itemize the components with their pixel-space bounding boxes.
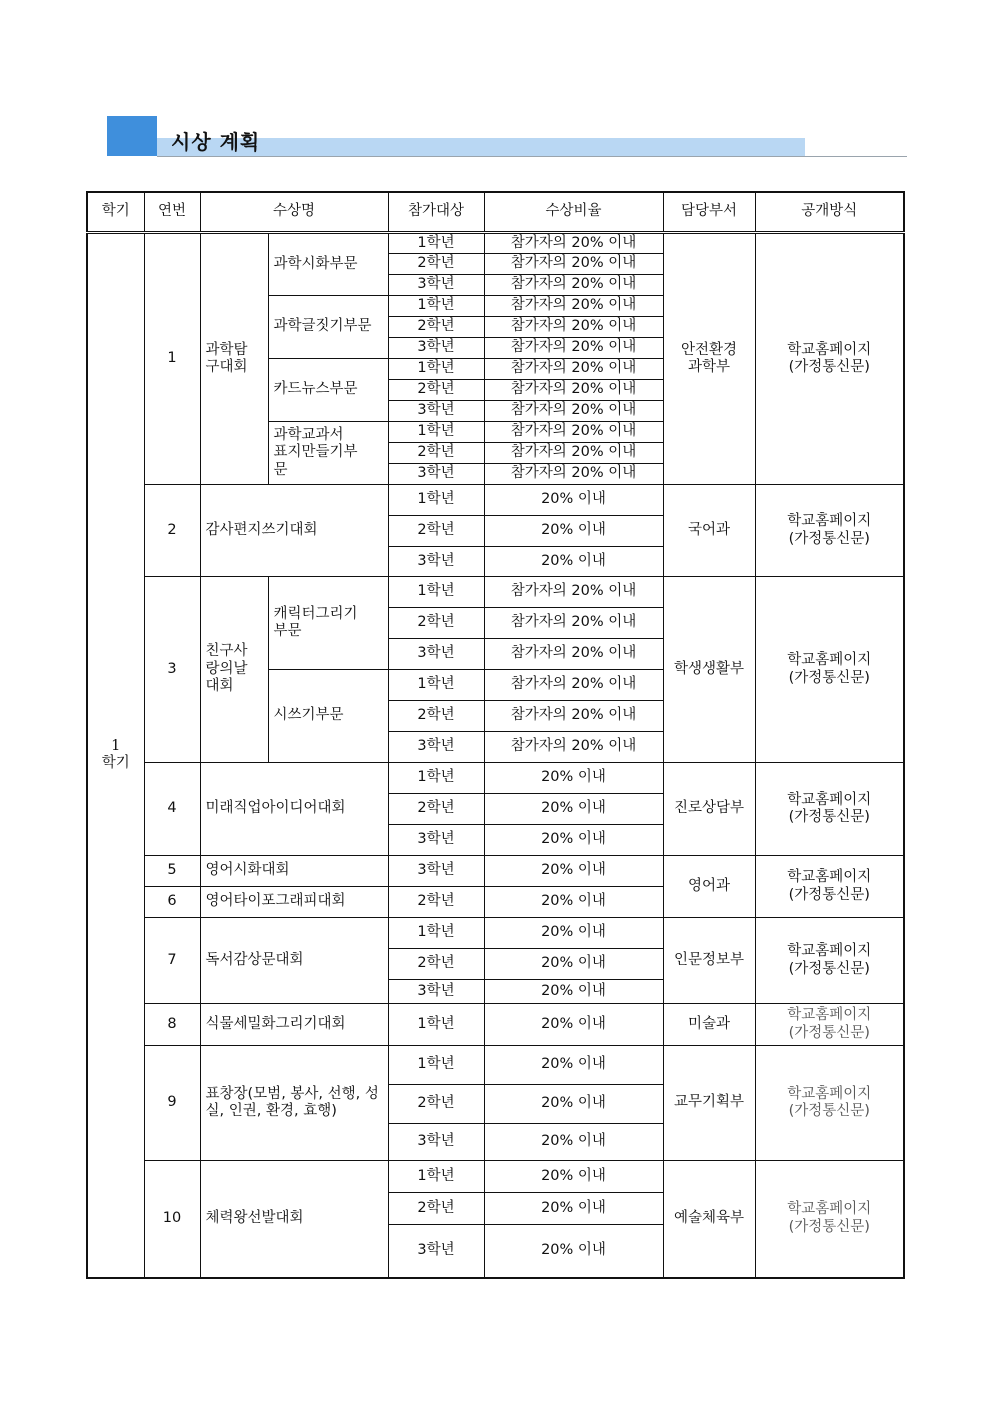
- target-grade: 3학년: [388, 547, 484, 577]
- header-department: 담당부서: [663, 192, 755, 233]
- publication-method: 학교홈페이지 (가정통신문): [755, 856, 904, 918]
- award-name: 체력왕선발대회: [200, 1161, 388, 1278]
- award-plan-table: [86, 191, 905, 1279]
- award-number: 10: [144, 1161, 200, 1278]
- publication-method: 학교홈페이지 (가정통신문): [755, 577, 904, 763]
- target-grade: 3학년: [388, 1225, 484, 1278]
- department: 진로상담부: [663, 763, 755, 856]
- target-grade: 1학년: [388, 918, 484, 949]
- department: 안전환경 과학부: [663, 233, 755, 485]
- award-ratio: 20% 이내: [484, 547, 663, 577]
- target-grade: 3학년: [388, 1124, 484, 1161]
- target-grade: 1학년: [388, 1004, 484, 1046]
- award-ratio: 20% 이내: [484, 516, 663, 547]
- target-grade: 3학년: [388, 732, 484, 763]
- target-grade: 2학년: [388, 443, 484, 464]
- award-ratio: 20% 이내: [484, 856, 663, 887]
- target-grade: 1학년: [388, 422, 484, 443]
- target-grade: 2학년: [388, 1193, 484, 1225]
- award-number: 1: [144, 233, 200, 485]
- target-grade: 3학년: [388, 639, 484, 670]
- publication-method: 학교홈페이지 (가정통신문): [755, 233, 904, 485]
- award-ratio: 참가자의 20% 이내: [484, 296, 663, 317]
- target-grade: 1학년: [388, 233, 484, 254]
- title-underline: [157, 156, 907, 157]
- publication-method: 학교홈페이지 (가정통신문): [755, 485, 904, 577]
- target-grade: 2학년: [388, 254, 484, 275]
- table-row: [87, 918, 904, 949]
- table-row: [87, 1161, 904, 1193]
- sub-award-name: 과학글짓기부문: [268, 296, 388, 359]
- award-ratio: 20% 이내: [484, 918, 663, 949]
- table-row: [87, 1004, 904, 1046]
- target-grade: 3학년: [388, 856, 484, 887]
- department: 국어과: [663, 485, 755, 577]
- department: 학생생활부: [663, 577, 755, 763]
- department: 교무기획부: [663, 1046, 755, 1161]
- section-title-block: [107, 116, 907, 158]
- target-grade: 1학년: [388, 577, 484, 608]
- award-ratio: 20% 이내: [484, 1085, 663, 1124]
- publication-method: 학교홈페이지 (가정통신문): [755, 1161, 904, 1278]
- award-ratio: 20% 이내: [484, 485, 663, 516]
- award-number: 7: [144, 918, 200, 1004]
- sub-award-name: 시쓰기부문: [268, 670, 388, 763]
- department: 인문정보부: [663, 918, 755, 1004]
- target-grade: 2학년: [388, 516, 484, 547]
- award-number: 8: [144, 1004, 200, 1046]
- award-ratio: 20% 이내: [484, 980, 663, 1004]
- award-ratio: 20% 이내: [484, 949, 663, 980]
- award-name: 미래직업아이디어대회: [200, 763, 388, 856]
- award-ratio: 20% 이내: [484, 794, 663, 825]
- award-ratio: 20% 이내: [484, 1124, 663, 1161]
- target-grade: 2학년: [388, 887, 484, 918]
- target-grade: 2학년: [388, 380, 484, 401]
- target-grade: 2학년: [388, 701, 484, 732]
- award-ratio: 20% 이내: [484, 1225, 663, 1278]
- publication-method: 학교홈페이지 (가정통신문): [755, 1004, 904, 1046]
- sub-award-name: 캐릭터그리기 부문: [268, 577, 388, 670]
- award-ratio: 20% 이내: [484, 1193, 663, 1225]
- award-name: 영어시화대회: [200, 856, 388, 887]
- header-publication: 공개방식: [755, 192, 904, 233]
- target-grade: 1학년: [388, 359, 484, 380]
- award-ratio: 20% 이내: [484, 763, 663, 794]
- award-ratio: 참가자의 20% 이내: [484, 464, 663, 485]
- target-grade: 1학년: [388, 763, 484, 794]
- publication-method: 학교홈페이지 (가정통신문): [755, 1046, 904, 1161]
- target-grade: 1학년: [388, 1046, 484, 1085]
- table-row: [87, 233, 904, 254]
- award-name: 감사편지쓰기대회: [200, 485, 388, 577]
- target-grade: 2학년: [388, 1085, 484, 1124]
- award-ratio: 참가자의 20% 이내: [484, 233, 663, 254]
- award-ratio: 20% 이내: [484, 1004, 663, 1046]
- award-name: 과학탐 구대회: [200, 233, 268, 485]
- award-number: 4: [144, 763, 200, 856]
- award-ratio: 참가자의 20% 이내: [484, 359, 663, 380]
- award-ratio: 참가자의 20% 이내: [484, 275, 663, 296]
- target-grade: 3학년: [388, 464, 484, 485]
- department: 영어과: [663, 856, 755, 918]
- award-ratio: 참가자의 20% 이내: [484, 338, 663, 359]
- sub-award-name: 과학교과서 표지만들기부 문: [268, 422, 388, 485]
- semester-cell: 1 학기: [87, 233, 144, 1278]
- award-number: 2: [144, 485, 200, 577]
- award-ratio: 참가자의 20% 이내: [484, 577, 663, 608]
- award-name: 친구사 랑의날 대회: [200, 577, 268, 763]
- sub-award-name: 카드뉴스부문: [268, 359, 388, 422]
- award-ratio: 참가자의 20% 이내: [484, 254, 663, 275]
- award-ratio: 20% 이내: [484, 1161, 663, 1193]
- award-ratio: 참가자의 20% 이내: [484, 732, 663, 763]
- target-grade: 2학년: [388, 608, 484, 639]
- title-accent-square: [107, 116, 157, 156]
- award-name: 독서감상문대회: [200, 918, 388, 1004]
- sub-award-name: 과학시화부문: [268, 233, 388, 296]
- award-number: 5: [144, 856, 200, 887]
- target-grade: 3학년: [388, 401, 484, 422]
- award-ratio: 20% 이내: [484, 825, 663, 856]
- award-name: 식물세밀화그리기대회: [200, 1004, 388, 1046]
- award-name: 표창장(모범, 봉사, 선행, 성실, 인권, 환경, 효행): [200, 1046, 388, 1161]
- award-ratio: 참가자의 20% 이내: [484, 701, 663, 732]
- award-ratio: 참가자의 20% 이내: [484, 401, 663, 422]
- target-grade: 3학년: [388, 980, 484, 1004]
- table-row: [87, 1046, 904, 1085]
- award-number: 9: [144, 1046, 200, 1161]
- award-ratio: 참가자의 20% 이내: [484, 608, 663, 639]
- publication-method: 학교홈페이지 (가정통신문): [755, 763, 904, 856]
- award-ratio: 참가자의 20% 이내: [484, 639, 663, 670]
- target-grade: 2학년: [388, 794, 484, 825]
- table-row: [87, 856, 904, 887]
- target-grade: 1학년: [388, 296, 484, 317]
- table-row: [87, 577, 904, 608]
- header-semester: 학기: [87, 192, 144, 233]
- target-grade: 1학년: [388, 1161, 484, 1193]
- department: 미술과: [663, 1004, 755, 1046]
- section-title: 시상 계획: [171, 130, 261, 154]
- department: 예술체육부: [663, 1161, 755, 1278]
- publication-method: 학교홈페이지 (가정통신문): [755, 918, 904, 1004]
- table-row: [87, 485, 904, 516]
- header-target: 참가대상: [388, 192, 484, 233]
- award-number: 3: [144, 577, 200, 763]
- award-ratio: 참가자의 20% 이내: [484, 670, 663, 701]
- award-ratio: 참가자의 20% 이내: [484, 317, 663, 338]
- award-ratio: 참가자의 20% 이내: [484, 380, 663, 401]
- target-grade: 3학년: [388, 338, 484, 359]
- table-header-row: [87, 192, 904, 233]
- award-number: 6: [144, 887, 200, 918]
- target-grade: 1학년: [388, 670, 484, 701]
- target-grade: 2학년: [388, 949, 484, 980]
- award-ratio: 20% 이내: [484, 1046, 663, 1085]
- header-number: 연번: [144, 192, 200, 233]
- target-grade: 3학년: [388, 275, 484, 296]
- award-ratio: 20% 이내: [484, 887, 663, 918]
- target-grade: 2학년: [388, 317, 484, 338]
- award-ratio: 참가자의 20% 이내: [484, 422, 663, 443]
- table-row: [87, 763, 904, 794]
- header-ratio: 수상비율: [484, 192, 663, 233]
- target-grade: 3학년: [388, 825, 484, 856]
- header-award-name: 수상명: [200, 192, 388, 233]
- target-grade: 1학년: [388, 485, 484, 516]
- award-name: 영어타이포그래피대회: [200, 887, 388, 918]
- award-ratio: 참가자의 20% 이내: [484, 443, 663, 464]
